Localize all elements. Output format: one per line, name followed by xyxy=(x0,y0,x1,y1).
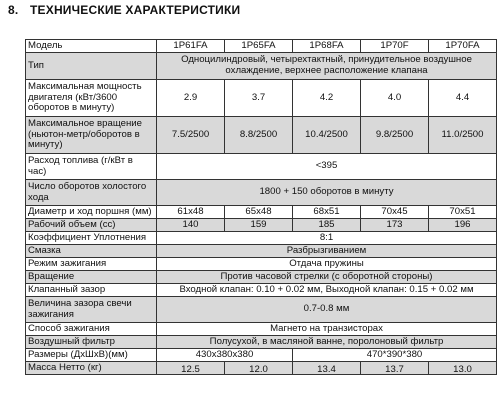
cell-value: 173 xyxy=(361,219,429,232)
row-dimensions xyxy=(26,349,497,362)
cell-value: 10.4/2500 xyxy=(293,117,361,154)
cell-value: 11.0/2500 xyxy=(429,117,497,154)
model-header: 1P70F xyxy=(361,40,429,53)
cell-value xyxy=(429,362,497,375)
row-value: Полусухой, в масляной ванне, поролоновый фильтр xyxy=(157,336,497,349)
cell-value: 140 xyxy=(157,219,225,232)
model-header: 1P70FA xyxy=(429,40,497,53)
cell-value: 4.2 xyxy=(293,80,361,117)
cell-value: 70x51 xyxy=(429,206,497,219)
row-value: Одноцилиндровый, четырехтактный, принудительное воздушное охлаждение, верхнее расположение клапана xyxy=(157,53,497,80)
row-ignition xyxy=(26,258,497,271)
row-label: Тип xyxy=(26,53,157,80)
row-label: Коэффициент Уплотнения xyxy=(26,232,157,245)
row-label: Смазка xyxy=(26,245,157,258)
cell-value xyxy=(225,362,293,375)
row-lubrication xyxy=(26,245,497,258)
row-weight xyxy=(26,362,497,375)
model-header: 1P68FA xyxy=(293,40,361,53)
row-air-filter xyxy=(26,336,497,349)
row-label: Расход топлива (г/кВт в час) xyxy=(26,154,157,180)
model-header: 1P61FA xyxy=(157,40,225,53)
spec-table xyxy=(25,39,497,375)
row-value: 470*390*380 xyxy=(293,349,497,362)
section-number: 8. xyxy=(8,3,19,17)
cell-value: 61x48 xyxy=(157,206,225,219)
row-label: Размеры (ДхШхВ)(мм) xyxy=(26,349,157,362)
row-power xyxy=(26,80,497,117)
row-value: Разбрызгиванием xyxy=(157,245,497,258)
cell-value: 185 xyxy=(293,219,361,232)
row-value: 0.7-0.8 мм xyxy=(157,297,497,323)
row-label: Диаметр и ход поршня (мм) xyxy=(26,206,157,219)
cell-value: 3.7 xyxy=(225,80,293,117)
row-label: Вращение xyxy=(26,271,157,284)
row-label: Режим зажигания xyxy=(26,258,157,271)
row-volume xyxy=(26,219,497,232)
row-idle xyxy=(26,180,497,206)
row-bore xyxy=(26,206,497,219)
cell-text: 12.0 xyxy=(249,363,268,375)
row-ignition-method xyxy=(26,323,497,336)
row-valve xyxy=(26,284,497,297)
cell-value: 4.4 xyxy=(429,80,497,117)
cell-value: 9.8/2500 xyxy=(361,117,429,154)
row-value: Входной клапан: 0.10 + 0.02 мм, Выходной клапан: 0.15 + 0.02 мм xyxy=(157,284,497,297)
cell-text: 12.5 xyxy=(181,363,200,375)
cell-value xyxy=(293,362,361,375)
row-label: Воздушный фильтр xyxy=(26,336,157,349)
cell-value: 8.8/2500 xyxy=(225,117,293,154)
cell-value: 2.9 xyxy=(157,80,225,117)
row-value: Магнето на транзисторах xyxy=(157,323,497,336)
model-header: 1P65FA xyxy=(225,40,293,53)
row-spark xyxy=(26,297,497,323)
row-compression xyxy=(26,232,497,245)
cell-text: 13.0 xyxy=(453,363,472,375)
row-value: Отдача пружины xyxy=(157,258,497,271)
cell-value: 4.0 xyxy=(361,80,429,117)
row-label: Способ зажигания xyxy=(26,323,157,336)
row-type xyxy=(26,53,497,80)
cell-value: 196 xyxy=(429,219,497,232)
row-label: Рабочий объем (сс) xyxy=(26,219,157,232)
cell-value: 159 xyxy=(225,219,293,232)
cell-text: 13.7 xyxy=(385,363,404,375)
row-rotation xyxy=(26,271,497,284)
cell-value: 70x45 xyxy=(361,206,429,219)
row-value: Против часовой стрелки (с оборотной стороны) xyxy=(157,271,497,284)
row-label: Масса Нетто (кг) xyxy=(26,362,157,375)
section-title: ТЕХНИЧЕСКИЕ ХАРАКТЕРИСТИКИ xyxy=(30,3,241,17)
row-label: Клапанный зазор xyxy=(26,284,157,297)
row-label: Максимальная мощность двигателя (кВт/3600 оборотов в минуту) xyxy=(26,80,157,117)
row-torque xyxy=(26,117,497,154)
row-label: Величина зазора свечи зажигания xyxy=(26,297,157,323)
row-value: 1800 + 150 оборотов в минуту xyxy=(157,180,497,206)
row-fuel xyxy=(26,154,497,180)
row-label: Максимальное вращение (ньютон-метр/оборотов в минуту) xyxy=(26,117,157,154)
header-label: Модель xyxy=(26,40,157,53)
row-value: 8:1 xyxy=(157,232,497,245)
cell-value: 68x51 xyxy=(293,206,361,219)
row-label: Число оборотов холостого хода xyxy=(26,180,157,206)
cell-value: 65x48 xyxy=(225,206,293,219)
cell-text: 13.4 xyxy=(317,363,336,375)
row-value: 430x380x380 xyxy=(157,349,293,362)
section-heading xyxy=(8,3,240,17)
cell-value xyxy=(157,362,225,375)
cell-value: 7.5/2500 xyxy=(157,117,225,154)
cell-value xyxy=(361,362,429,375)
header-row xyxy=(26,40,497,53)
row-value: <395 xyxy=(157,154,497,180)
